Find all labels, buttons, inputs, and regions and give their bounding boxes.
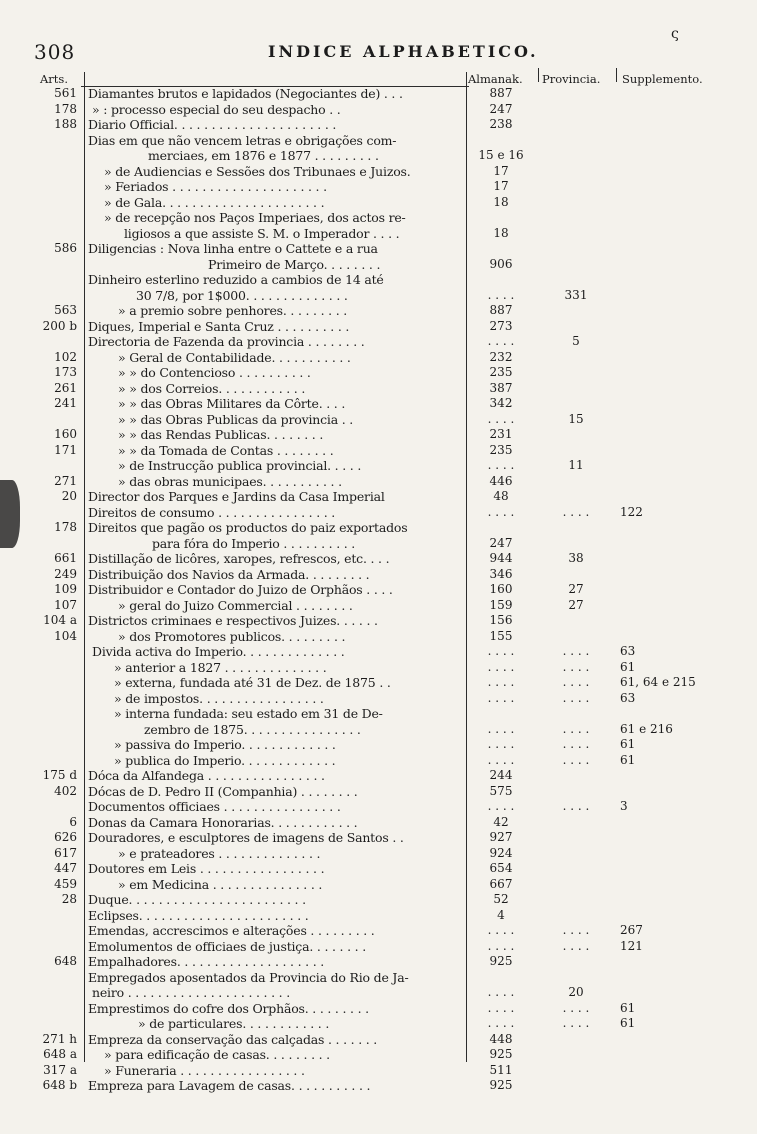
provincia-page: 20 <box>568 985 584 999</box>
column-rule-supplemento <box>616 68 617 82</box>
index-row <box>0 1063 757 1079</box>
almanak-page: 155 <box>489 628 513 643</box>
almanak-page: 159 <box>489 597 513 612</box>
index-row <box>0 768 757 784</box>
index-row <box>0 737 757 753</box>
entry-text: » anterior a 1827 . . . . . . . . . . . . . . <box>114 659 327 675</box>
art-number: 249 <box>54 566 77 581</box>
entry-text: Dócas de D. Pedro II (Companhia) . . . . . . . . <box>88 783 358 799</box>
index-row <box>0 164 757 180</box>
almanak-page: . . . . <box>487 644 515 658</box>
almanak-page: 925 <box>489 1078 513 1092</box>
index-row <box>0 272 757 288</box>
entry-text: » dos Promotores publicos. . . . . . . . . <box>118 628 346 644</box>
almanak-page: 273 <box>489 318 513 333</box>
art-number: 104 a <box>43 613 77 627</box>
entry-text: Empalhadores. . . . . . . . . . . . . . . . . . . . <box>88 954 325 969</box>
entry-text: » Feriados . . . . . . . . . . . . . . . . . . . . . <box>104 179 327 194</box>
index-row <box>0 102 757 118</box>
almanak-page: . . . . <box>487 923 515 937</box>
entry-text: » : processo especial do seu despacho . . <box>92 101 341 117</box>
entry-text: Dias em que não vencem letras e obrigações com- <box>88 132 397 148</box>
provincia-page: 15 <box>568 411 584 426</box>
index-row <box>0 257 757 273</box>
provincia-page: . . . . <box>562 752 590 767</box>
provincia-page: . . . . <box>562 690 590 705</box>
supplemento-page: 61 <box>620 1000 636 1015</box>
index-row <box>0 691 757 707</box>
index-row <box>0 1032 757 1048</box>
art-number: 175 d <box>42 768 77 782</box>
entry-text: para fóra do Imperio . . . . . . . . . . <box>152 535 356 551</box>
entry-text: » de Audiencias e Sessões dos Tribunaes e Juizos. <box>104 163 411 179</box>
provincia-page: . . . . <box>562 799 590 813</box>
almanak-page: 575 <box>489 783 513 798</box>
almanak-page: 247 <box>489 101 513 116</box>
page-number: 308 <box>34 40 76 64</box>
provincia-page: . . . . <box>562 659 590 674</box>
header-almanak: Almanak. <box>468 72 523 86</box>
almanak-page: 925 <box>489 1047 513 1061</box>
provincia-page: . . . . <box>562 737 590 751</box>
index-row <box>0 846 757 862</box>
index-row <box>0 443 757 459</box>
index-row <box>0 908 757 924</box>
entry-text: Doutores em Leis . . . . . . . . . . . . . . . . . <box>88 861 325 876</box>
index-row <box>0 536 757 552</box>
provincia-page: . . . . <box>562 1000 590 1015</box>
entry-text: Empreza para Lavagem de casas. . . . . . . . . . . <box>88 1078 371 1093</box>
entry-text: Documentos officiaes . . . . . . . . . . . . . . . . <box>88 799 341 814</box>
almanak-page: 160 <box>489 582 513 596</box>
almanak-page: . . . . <box>487 504 515 519</box>
art-number: 102 <box>54 349 77 364</box>
almanak-page: 387 <box>489 380 513 395</box>
entry-text: ligiosos a que assiste S. M. o Imperador . . . . <box>124 225 400 241</box>
almanak-page: 18 <box>493 194 509 209</box>
art-number: 648 a <box>43 1047 77 1061</box>
entry-text: Emendas, accrescimos e alterações . . . . . . . . . <box>88 923 375 938</box>
supplemento-page: 3 <box>620 799 628 813</box>
index-row <box>0 567 757 583</box>
almanak-page: 342 <box>489 396 513 410</box>
art-number: 173 <box>54 365 77 379</box>
entry-text: » passiva do Imperio. . . . . . . . . . . . . <box>114 737 336 752</box>
almanak-page: 42 <box>493 814 509 829</box>
almanak-page: 18 <box>493 225 509 240</box>
art-number: 188 <box>54 117 77 131</box>
almanak-page: 235 <box>489 442 513 457</box>
almanak-page: . . . . <box>487 675 515 689</box>
header-provincia: Provincia. <box>542 72 601 86</box>
provincia-page: 5 <box>572 334 580 348</box>
index-row <box>0 815 757 831</box>
index-row <box>0 1078 757 1094</box>
entry-text: Diamantes brutos e lapidados (Negociantes de) . . . <box>88 86 403 101</box>
almanak-page: 232 <box>489 349 513 364</box>
index-row <box>0 753 757 769</box>
entry-text: Director dos Parques e Jardins da Casa Imperial <box>88 489 385 504</box>
almanak-page: . . . . <box>487 659 515 674</box>
almanak-page: 48 <box>493 489 509 503</box>
index-row <box>0 179 757 195</box>
art-number: 626 <box>54 830 77 844</box>
almanak-page: 156 <box>489 613 513 627</box>
entry-text: Donas da Camara Honorarias. . . . . . . . . . . . <box>88 814 358 830</box>
art-number: 178 <box>54 520 77 534</box>
supplemento-page: 61, 64 e 215 <box>620 675 696 689</box>
entry-text: » de particulares. . . . . . . . . . . . <box>138 1016 330 1031</box>
provincia-page: . . . . <box>562 1016 590 1030</box>
supplemento-page: 267 <box>620 923 643 937</box>
almanak-page: 247 <box>489 535 513 550</box>
almanak-page: . . . . <box>487 1000 515 1015</box>
index-row <box>0 226 757 242</box>
index-row <box>0 892 757 908</box>
index-row <box>0 598 757 614</box>
supplemento-page: 121 <box>620 938 643 953</box>
entry-text: » em Medicina . . . . . . . . . . . . . . . <box>118 876 323 892</box>
entry-text: Distribuição dos Navios da Armada. . . . . . . . . <box>88 566 370 582</box>
almanak-page: 511 <box>489 1062 513 1077</box>
index-row <box>0 489 757 505</box>
index-row <box>0 939 757 955</box>
index-row <box>0 334 757 350</box>
index-row <box>0 830 757 846</box>
almanak-page: 924 <box>489 845 513 860</box>
index-row <box>0 505 757 521</box>
supplemento-page: 63 <box>620 690 636 705</box>
almanak-page: . . . . <box>487 1016 515 1030</box>
art-number: 241 <box>54 396 77 410</box>
almanak-page: 446 <box>489 473 513 488</box>
index-row <box>0 288 757 304</box>
entry-text: Divida activa do Imperio. . . . . . . . . . . . . . <box>92 644 345 659</box>
almanak-page: 231 <box>489 427 513 441</box>
entry-text: Direitos de consumo . . . . . . . . . . . . . . . . <box>88 504 336 520</box>
entry-text: » a premio sobre penhores. . . . . . . . . <box>118 303 348 318</box>
art-number: 261 <box>54 380 77 395</box>
index-row <box>0 644 757 660</box>
index-row <box>0 117 757 133</box>
entry-text: Distillação de licôres, xaropes, refrescos, etc. . . . <box>88 551 390 566</box>
provincia-page: 11 <box>568 458 584 472</box>
almanak-page: 906 <box>489 256 513 271</box>
index-row <box>0 706 757 722</box>
index-table <box>0 86 757 1094</box>
index-row <box>0 520 757 536</box>
entry-text: » » das Rendas Publicas. . . . . . . . <box>118 427 324 442</box>
almanak-page: . . . . <box>487 411 515 426</box>
supplemento-page: 61 <box>620 752 636 767</box>
entry-text: Douradores, e esculptores de imagens de Santos . . <box>88 830 404 845</box>
art-number: 447 <box>54 861 77 875</box>
corner-mark: ς <box>671 26 679 42</box>
entry-text: Primeiro de Março. . . . . . . . <box>208 256 381 272</box>
almanak-page: . . . . <box>487 985 515 999</box>
index-row <box>0 784 757 800</box>
art-number: 104 <box>54 628 77 643</box>
index-row <box>0 210 757 226</box>
art-number: 107 <box>54 597 77 612</box>
almanak-page: 887 <box>489 86 513 100</box>
index-row <box>0 427 757 443</box>
entry-text: » geral do Juizo Commercial . . . . . . . . <box>118 597 353 613</box>
index-row <box>0 350 757 366</box>
index-row <box>0 1016 757 1032</box>
entry-text: » de impostos. . . . . . . . . . . . . . . . . <box>114 690 324 706</box>
index-row <box>0 613 757 629</box>
almanak-page: 927 <box>489 830 513 844</box>
entry-text: » » do Contencioso . . . . . . . . . . <box>118 365 311 380</box>
almanak-page: 15 e 16 <box>478 148 524 162</box>
provincia-page: . . . . <box>562 675 590 689</box>
entry-text: » e prateadores . . . . . . . . . . . . . . <box>118 845 321 861</box>
almanak-page: 235 <box>489 365 513 379</box>
entry-text: » das obras municipaes. . . . . . . . . . . <box>118 473 342 489</box>
almanak-page: 244 <box>489 768 513 782</box>
entry-text: » para edificação de casas. . . . . . . . . <box>104 1047 330 1062</box>
header-supplemento: Supplemento. <box>622 72 703 86</box>
almanak-page: 17 <box>493 163 509 178</box>
index-row <box>0 861 757 877</box>
almanak-page: 887 <box>489 303 513 317</box>
entry-text: Districtos criminaes e respectivos Juizes. . . . . . <box>88 613 378 628</box>
provincia-page: 27 <box>568 597 584 612</box>
entry-text: Distribuidor e Contador do Juizo de Orphãos . . . . <box>88 582 393 597</box>
art-number: 317 a <box>43 1062 77 1077</box>
index-row <box>0 629 757 645</box>
almanak-page: 654 <box>489 861 513 875</box>
column-rule-provincia <box>538 68 539 82</box>
art-number: 648 <box>54 954 77 968</box>
index-row <box>0 148 757 164</box>
art-number: 271 <box>54 473 77 488</box>
art-number: 6 <box>69 814 77 829</box>
art-number: 459 <box>54 876 77 891</box>
entry-text: merciaes, em 1876 e 1877 . . . . . . . . . <box>148 148 379 163</box>
entry-text: Emolumentos de officiaes de justiça. . . . . . . . <box>88 938 366 954</box>
entry-text: » de Gala. . . . . . . . . . . . . . . . . . . . . . <box>104 194 325 210</box>
entry-text: Directoria de Fazenda da provincia . . . . . . . . <box>88 334 365 349</box>
index-row <box>0 799 757 815</box>
almanak-page: . . . . <box>487 287 515 302</box>
provincia-page: . . . . <box>562 923 590 937</box>
entry-text: » publica do Imperio. . . . . . . . . . . . . <box>114 752 336 768</box>
entry-text: Diques, Imperial e Santa Cruz . . . . . . . . . . <box>88 318 350 334</box>
almanak-page: 238 <box>489 117 513 131</box>
entry-text: » » dos Correios. . . . . . . . . . . . <box>118 380 306 396</box>
art-number: 561 <box>54 86 77 100</box>
almanak-page: 17 <box>493 179 509 193</box>
almanak-page: 52 <box>493 892 509 906</box>
entry-text: » de recepção nos Paços Imperiaes, dos actos re- <box>104 210 406 225</box>
art-number: 661 <box>54 551 77 565</box>
index-row <box>0 86 757 102</box>
index-row <box>0 1001 757 1017</box>
almanak-page: 4 <box>497 907 505 922</box>
entry-text: Diligencias : Nova linha entre o Cattete e a rua <box>88 241 378 256</box>
index-row <box>0 319 757 335</box>
index-row <box>0 241 757 257</box>
almanak-page: . . . . <box>487 938 515 953</box>
index-row <box>0 381 757 397</box>
index-row <box>0 970 757 986</box>
entry-text: » externa, fundada até 31 de Dez. de 1875 . . <box>114 675 391 690</box>
almanak-page: . . . . <box>487 737 515 751</box>
provincia-page: 331 <box>564 287 588 302</box>
art-number: 160 <box>54 427 77 441</box>
art-number: 28 <box>61 892 77 906</box>
index-row <box>0 551 757 567</box>
index-row <box>0 133 757 149</box>
index-row <box>0 303 757 319</box>
provincia-page: . . . . <box>562 644 590 658</box>
index-row <box>0 396 757 412</box>
art-number: 402 <box>54 783 77 798</box>
art-number: 171 <box>54 442 77 457</box>
index-row <box>0 877 757 893</box>
almanak-page: . . . . <box>487 690 515 705</box>
index-row <box>0 923 757 939</box>
provincia-page: . . . . <box>562 504 590 519</box>
art-number: 271 h <box>42 1031 77 1046</box>
entry-text: Emprestimos do cofre dos Orphãos. . . . . . . . . <box>88 1000 369 1016</box>
entry-text: Duque. . . . . . . . . . . . . . . . . . . . . . . . <box>88 892 306 907</box>
header-arts: Arts. <box>40 72 68 86</box>
index-row <box>0 954 757 970</box>
index-row <box>0 675 757 691</box>
almanak-page: . . . . <box>487 752 515 767</box>
provincia-page: 38 <box>568 551 584 565</box>
almanak-page: . . . . <box>487 799 515 813</box>
entry-text: » de Instrucção publica provincial. . . . . <box>118 458 362 473</box>
entry-text: Direitos que pagão os productos do paiz exportados <box>88 520 408 535</box>
entry-text: Dinheiro esterlino reduzido a cambios de 14 até <box>88 272 384 287</box>
art-number: 178 <box>54 101 77 116</box>
art-number: 648 b <box>42 1078 77 1092</box>
index-row <box>0 985 757 1001</box>
index-row <box>0 474 757 490</box>
provincia-page: 27 <box>568 582 584 596</box>
index-row <box>0 582 757 598</box>
art-number: 200 b <box>42 318 77 333</box>
entry-text: Empregados aposentados da Provincia do Rio de Ja- <box>88 969 409 985</box>
art-number: 109 <box>54 582 77 596</box>
almanak-page: 448 <box>489 1031 513 1046</box>
entry-text: » interna fundada: seu estado em 31 de De- <box>114 706 383 721</box>
supplemento-page: 122 <box>620 504 643 519</box>
supplemento-page: 61 <box>620 1016 636 1030</box>
index-row <box>0 660 757 676</box>
entry-text: Diario Official. . . . . . . . . . . . . . . . . . . . . . <box>88 117 337 132</box>
almanak-page: . . . . <box>487 458 515 472</box>
entry-text: neiro . . . . . . . . . . . . . . . . . . . . . . <box>92 985 290 1000</box>
almanak-page: 667 <box>489 876 513 891</box>
almanak-page: 346 <box>489 566 513 581</box>
entry-text: » » das Obras Militares da Côrte. . . . <box>118 396 346 411</box>
almanak-page: . . . . <box>487 334 515 348</box>
entry-text: » Geral de Contabilidade. . . . . . . . . . . <box>118 349 351 365</box>
index-row <box>0 365 757 381</box>
index-row <box>0 1047 757 1063</box>
index-row <box>0 458 757 474</box>
art-number: 20 <box>61 489 77 503</box>
entry-text: Dóca da Alfandega . . . . . . . . . . . . . . . . <box>88 768 325 783</box>
page-title: INDICE ALPHABETICO. <box>268 42 539 61</box>
entry-text: » » das Obras Publicas da provincia . . <box>118 411 354 427</box>
provincia-page: . . . . <box>562 721 590 736</box>
almanak-page: 944 <box>489 551 513 565</box>
supplemento-page: 63 <box>620 644 636 658</box>
art-number: 563 <box>54 303 77 317</box>
entry-text: Empreza da conservação das calçadas . . . . . . . <box>88 1031 378 1047</box>
almanak-page: 925 <box>489 954 513 968</box>
index-row <box>0 195 757 211</box>
entry-text: Eclipses. . . . . . . . . . . . . . . . . . . . . . . <box>88 907 309 923</box>
entry-text: » Funeraria . . . . . . . . . . . . . . . . . <box>104 1062 305 1078</box>
almanak-page: . . . . <box>487 721 515 736</box>
supplemento-page: 61 e 216 <box>620 721 673 736</box>
index-row <box>0 722 757 738</box>
provincia-page: . . . . <box>562 938 590 953</box>
art-number: 617 <box>54 845 77 860</box>
entry-text: 30 7/8, por 1$000. . . . . . . . . . . . . . <box>136 287 348 303</box>
supplemento-page: 61 <box>620 737 636 751</box>
index-row <box>0 412 757 428</box>
entry-text: zembro de 1875. . . . . . . . . . . . . . . . <box>144 721 361 737</box>
entry-text: » » da Tomada de Contas . . . . . . . . <box>118 442 334 458</box>
supplemento-page: 61 <box>620 659 636 674</box>
art-number: 586 <box>54 241 77 255</box>
